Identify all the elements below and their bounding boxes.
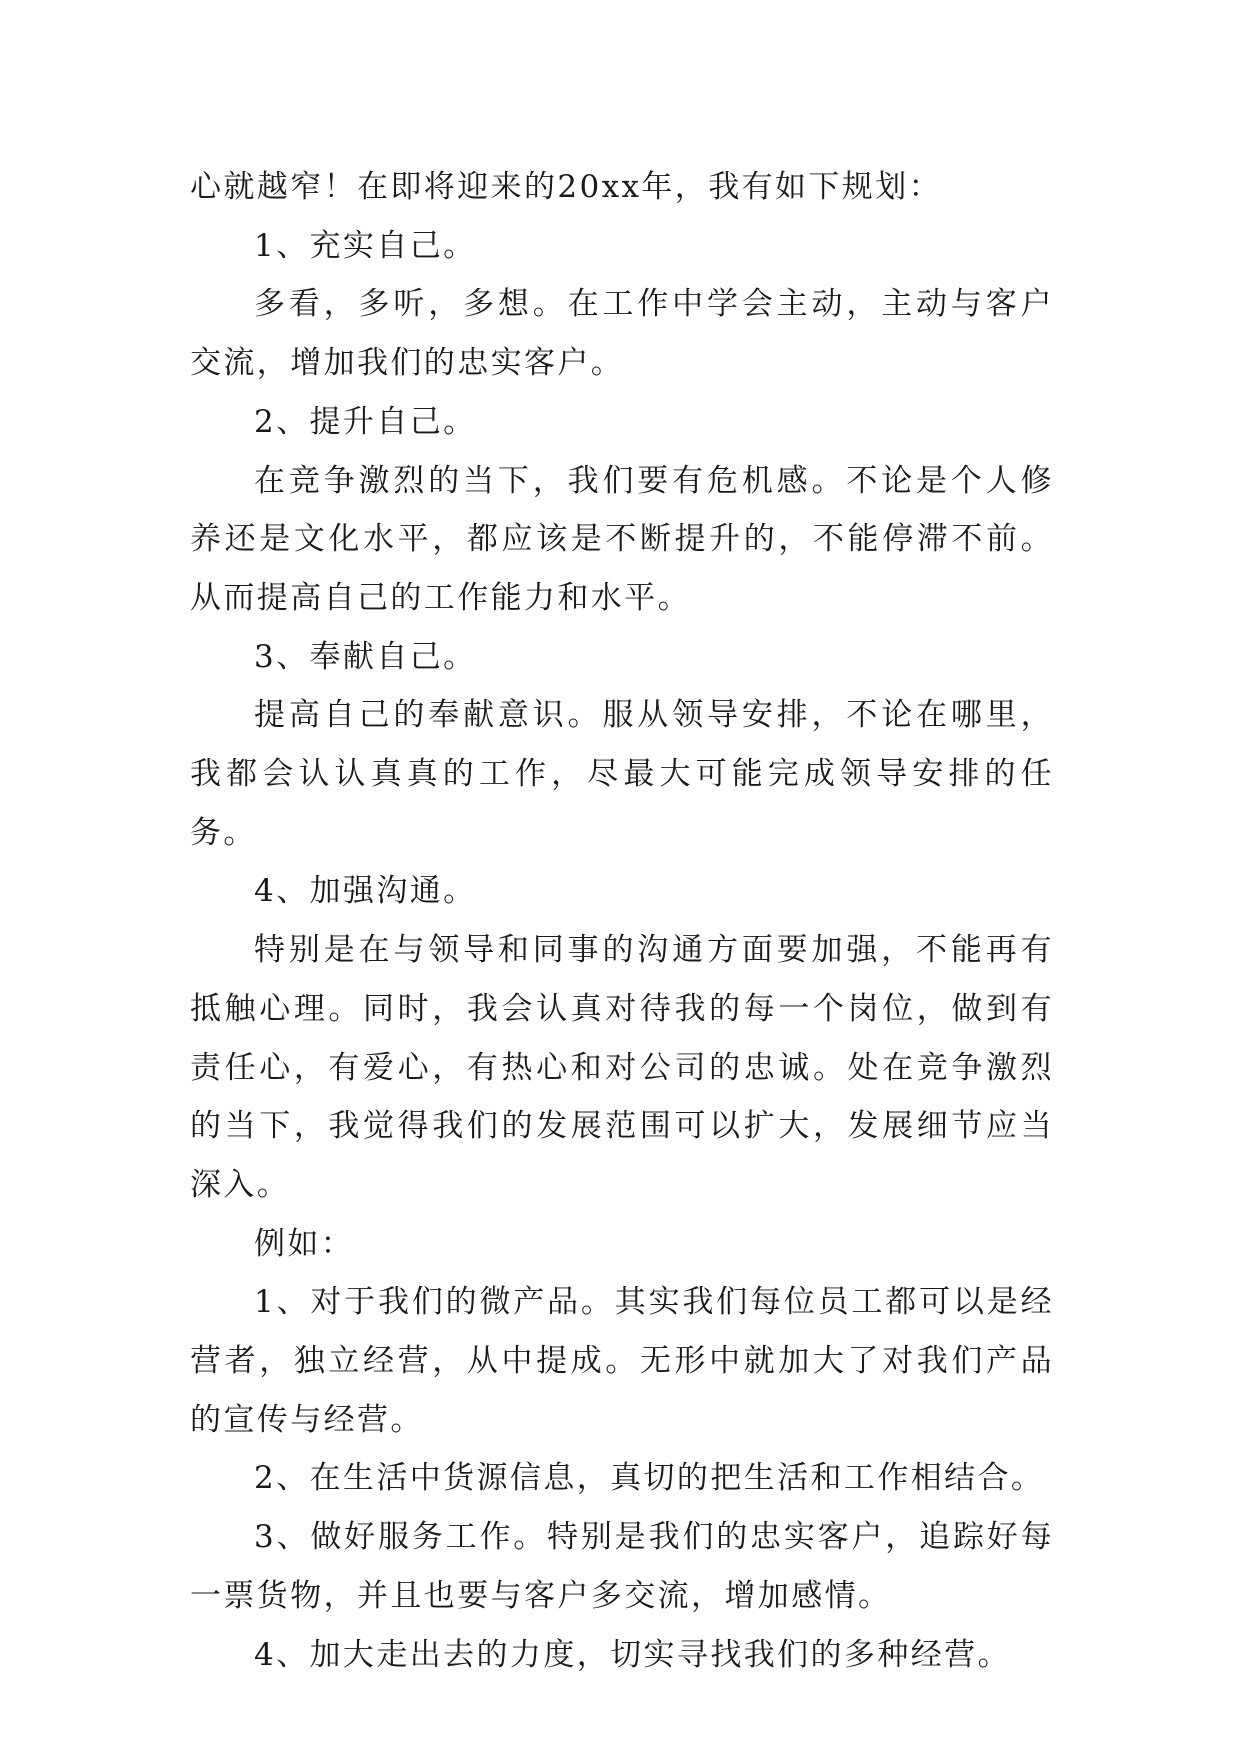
document-body [190, 158, 1054, 1684]
heading-item-2: 2、提升自己。 [254, 403, 477, 440]
example-item-3: 3、做好服务工作。特别是我们的忠实客户，追踪好每一票货物，并且也要与客户多交流，增加感情。 [190, 1519, 1054, 1614]
example-item-4: 4、加大走出去的力度，切实寻找我们的多种经营。 [254, 1636, 1011, 1673]
paragraph-intro: 心就越窄！在即将迎来的20xx年，我有如下规划： [190, 169, 943, 205]
example-item-1: 1、对于我们的微产品。其实我们每位员工都可以是经营者，独立经营，从中提成。无形中就加大了对我们产品的宣传与经营。 [190, 1284, 1054, 1438]
heading-item-3: 3、奉献自己。 [254, 638, 477, 675]
paragraph-item-2: 在竞争激烈的当下，我们要有危机感。不论是个人修养还是文化水平，都应该是不断提升的，不能停滞不前。从而提高自己的工作能力和水平。 [190, 462, 1054, 616]
heading-item-1: 1、充实自己。 [254, 227, 477, 264]
paragraph-item-1: 多看，多听，多想。在工作中学会主动，主动与客户交流，增加我们的忠实客户。 [190, 286, 1054, 382]
examples-label: 例如： [254, 1225, 355, 1262]
paragraph-item-3: 提高自己的奉献意识。服从领导安排，不论在哪里，我都会认认真真的工作，尽最大可能完成领导安排的任务。 [190, 697, 1054, 851]
example-item-2: 2、在生活中货源信息，真切的把生活和工作相结合。 [254, 1460, 1045, 1497]
heading-item-4: 4、加强沟通。 [254, 873, 477, 910]
paragraph-item-4: 特别是在与领导和同事的沟通方面要加强，不能再有抵触心理。同时，我会认真对待我的每一个岗位，做到有责任心，有爱心，有热心和对公司的忠诚。处在竞争激烈的当下，我觉得我们的发展范围可以扩大，发展细节应当深入。 [190, 932, 1054, 1203]
